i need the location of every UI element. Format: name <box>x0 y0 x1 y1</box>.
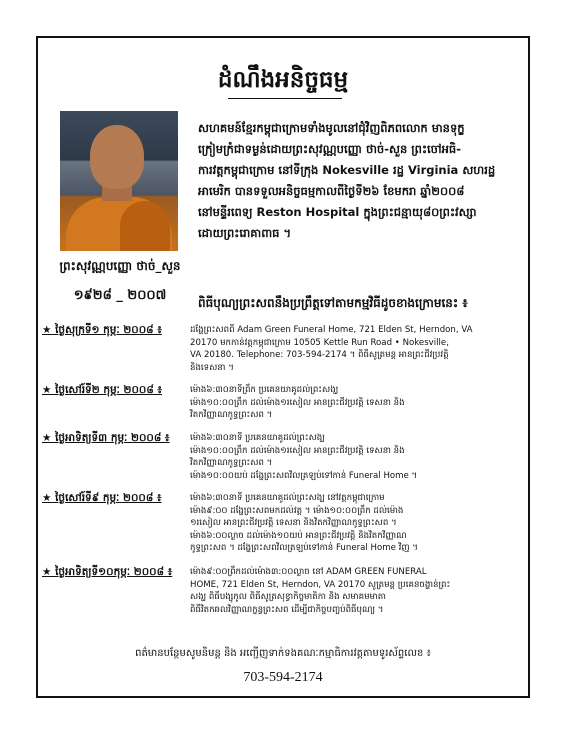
photo-caption-name: ព្រះសុវណ្ណបញ្ញោ ថាច់_សួន <box>59 259 181 273</box>
notice-frame <box>36 36 530 698</box>
event-date: ★ ថ្ងៃអាទិត្យទី១០កុម្ភៈ ២០០៨ ៖ <box>42 566 173 578</box>
event-date: ★ ថ្ងៃសៅរ៍ទី២ កុម្ភៈ ២០០៨ ៖ <box>42 384 163 396</box>
event-date: ★ ថ្ងៃសៅរ៍ទី៩ កុម្ភៈ ២០០៨ ៖ <box>42 492 162 504</box>
portrait-photo <box>60 111 178 251</box>
event-line: ម៉ោង៩:០០ ដង្ហែព្រះសពមកដល់វត្ត ។ ម៉ោង១០:០០ព្រឹក ដល់ម៉ោង <box>190 505 404 516</box>
event-line: ម៉ោង១០:០០ព្រឹក ដល់ម៉ោង១រសៀល អានព្រះជីវប្រវត្តិ ទេសនា និង <box>190 445 405 456</box>
event-line: ម៉ោង១០:០០ព្រឹក ដល់ម៉ោង១រសៀល អានព្រះជីវប្រវត្តិ ទេសនា និង <box>190 397 405 408</box>
event-line: សង្ឃ ពិធីបង្សុកូល ពិធីសូត្រសុខ្ធាកិច្ចមាតិកា និង សមាគមមាតា <box>190 592 386 602</box>
event-line: ១រសៀល អានព្រះជីវប្រវត្តិ ទេសនា និងវិតកវិញ្ញាណកូទ្ធព្រះសព ។ <box>190 518 397 528</box>
event-line: កូទ្ធព្រះសព ។ ដង្ហែព្រះសពវិលត្រឡប់ទៅកាន់ Funeral Home វិញ ។ <box>190 543 418 553</box>
event-details <box>190 384 524 422</box>
event-line: HOME, 721 Elden St, Herndon, VA 20170 សូត្រមន្ត ប្រគេនចង្ហាន់ព្រះ <box>190 579 451 590</box>
event-line: ពិធីវិតកឆលវិញ្ញាណក្ខន្ធព្រះសព ដើម្បីជាកិច្ចបញ្ចប់ពិធីបុណ្យ ។ <box>190 604 384 615</box>
event-line: និងទេសនា ។ <box>190 362 234 373</box>
event-date: ★ ថ្ងៃសុក្រទី១ កុម្ភៈ ២០០៨ ៖ <box>42 324 162 336</box>
event-line: ម៉ោង៦:៣០នាទី ប្រគេនយាគូដល់ព្រះសង្ឃ <box>190 433 325 443</box>
intro-line: ការវត្តកម្ពុជាក្រោម នៅទីក្រុង Nokesville រដ្ឋ Virginia សហរដ្ឋ <box>198 163 496 177</box>
title-underline <box>228 98 342 99</box>
event-details <box>190 324 524 374</box>
intro-line: សហគមន៍ខ្មែរកម្ពុជាក្រោមទាំងមូលនៅជុំវិញពិភពលោក មានទុក្ខ <box>198 121 465 135</box>
schedule-heading: ពិធីបុណ្យព្រះសពនឹងប្រព្រឹត្តទៅតាមកម្មវិធីដូចខាងក្រោមនេះ ៖ <box>198 296 468 310</box>
event-line: VA 20180. Telephone: 703-594-2174 ។ ពិធីសូត្រមន្ត អានព្រះជីវប្រវត្តិ <box>190 350 449 360</box>
event-line: 20170 មកកាន់វត្តកម្ពុជាក្រោម 10505 Kettle Run Road • Nokesville, <box>190 337 449 348</box>
event-line: ម៉ោង៦:៣០នាទីព្រឹក ប្រគេនយាគូដល់ព្រះសង្ឃ <box>190 385 339 395</box>
event-date: ★ ថ្ងៃអាទិត្យទី៣ កុម្ភៈ ២០០៨ ៖ <box>42 432 170 444</box>
event-details <box>190 432 524 482</box>
contact-note: ពត៌មានបន្ថែមសូមនិមន្ត និង អញ្ជើញទាក់ទងគណៈកម្មាធិការវត្តតាមទូរស័ព្ទលេខ ៖ <box>135 648 431 659</box>
photo-face <box>90 125 144 189</box>
intro-line: ក្រៀមក្រំជាទម្ងន់ដោយព្រះសុវណ្ណបញ្ញោ ថាច់-សួន ព្រះចៅអធិ- <box>198 142 461 156</box>
event-details <box>190 492 524 555</box>
event-line: ម៉ោង៦:០០ល្ងាច ដល់ម៉ោង១០យប់ អានព្រះជីវប្រវត្តិ និងវិតកវិញ្ញាណ <box>190 530 407 541</box>
event-line: ដង្ហែព្រះសពពី Adam Green Funeral Home, 721 Elden St, Herndon, VA <box>190 325 473 335</box>
intro-line: អាមេរិក បានទទួលអនិច្ចធម្មកាលពីថ្ងៃទី២៦ ខែមករា ឆ្នាំ២០០៨ <box>198 184 465 198</box>
photo-robe-shade <box>120 201 170 251</box>
intro-paragraph <box>198 118 522 244</box>
event-line: វិតកវិញ្ញាណកូទ្ធព្រះសព ។ <box>190 410 273 420</box>
event-line: វិតកវិញ្ញាណកូទ្ធព្រះសព ។ <box>190 458 273 468</box>
event-line: ម៉ោង១០:០០យប់ ដង្ហែព្រះសពវិលត្រឡប់ទៅកាន់ Funeral Home ។ <box>190 470 418 481</box>
event-line: ម៉ោង៩:០០ព្រឹកដល់ម៉ោង៣:០០ល្ងាច នៅ ADAM GREEN FUNERAL <box>190 567 427 577</box>
intro-line: នៅមន្ទីរពេទ្យ Reston Hospital ក្នុងព្រះជន្មាយុ៨០ព្រះវស្សា <box>198 205 477 219</box>
intro-line: ដោយព្រះរោគាពាធ ។ <box>198 226 292 240</box>
contact-phone: 703-594-2174 <box>243 670 323 685</box>
event-details <box>190 566 524 616</box>
event-line: ម៉ោង៦:៣០នាទី ប្រគេនយាគូដល់ព្រះសង្ឃ នៅវត្តកម្ពុជាក្រោម <box>190 493 385 503</box>
photo-caption-years: ១៩២៨ _ ២០០៧ <box>73 288 167 303</box>
notice-title: ដំណឹងអនិច្ចធម្ម <box>217 66 349 93</box>
